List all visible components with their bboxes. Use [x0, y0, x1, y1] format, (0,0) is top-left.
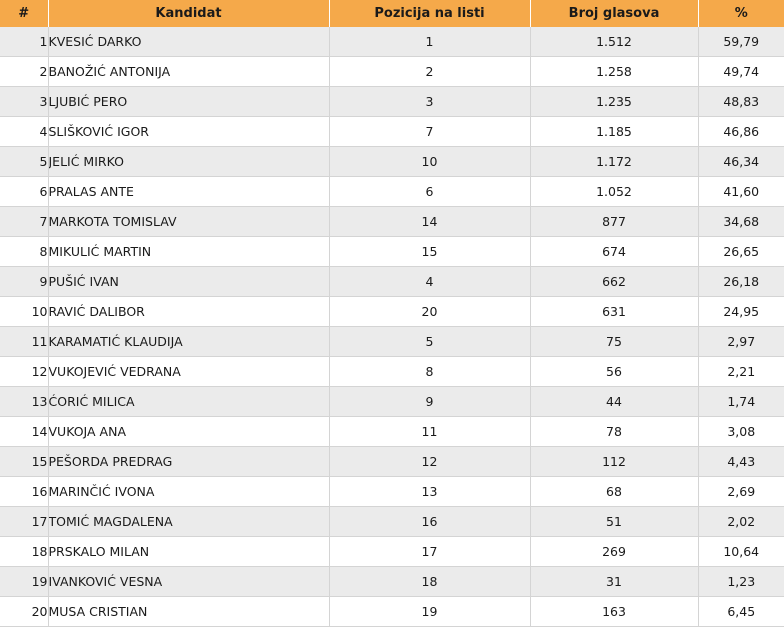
cell-vote-count: 1.052 — [530, 177, 698, 207]
cell-list-position: 10 — [329, 147, 530, 177]
cell-vote-count: 1.185 — [530, 117, 698, 147]
table-row — [0, 147, 784, 177]
table-row — [0, 387, 784, 417]
header-list-position[interactable]: Pozicija na listi — [329, 0, 530, 27]
cell-list-position: 12 — [329, 447, 530, 477]
cell-list-position: 13 — [329, 477, 530, 507]
cell-rank: 9 — [0, 267, 48, 297]
cell-rank: 17 — [0, 507, 48, 537]
cell-list-position: 20 — [329, 297, 530, 327]
cell-candidate-name: MARKOTA TOMISLAV — [48, 207, 329, 237]
cell-percent: 34,68 — [698, 207, 784, 237]
table-row — [0, 267, 784, 297]
cell-candidate-name: TOMIĆ MAGDALENA — [48, 507, 329, 537]
cell-percent: 2,69 — [698, 477, 784, 507]
cell-candidate-name: VUKOJA ANA — [48, 417, 329, 447]
cell-candidate-name: MUSA CRISTIAN — [48, 597, 329, 627]
cell-rank: 19 — [0, 567, 48, 597]
table-row — [0, 597, 784, 627]
cell-rank: 4 — [0, 117, 48, 147]
cell-list-position: 5 — [329, 327, 530, 357]
cell-percent: 1,74 — [698, 387, 784, 417]
cell-rank: 8 — [0, 237, 48, 267]
cell-percent: 24,95 — [698, 297, 784, 327]
cell-rank: 3 — [0, 87, 48, 117]
cell-percent: 46,34 — [698, 147, 784, 177]
table-row — [0, 297, 784, 327]
cell-rank: 10 — [0, 297, 48, 327]
cell-rank: 5 — [0, 147, 48, 177]
cell-vote-count: 78 — [530, 417, 698, 447]
cell-list-position: 2 — [329, 57, 530, 87]
cell-list-position: 11 — [329, 417, 530, 447]
cell-rank: 18 — [0, 537, 48, 567]
cell-vote-count: 1.258 — [530, 57, 698, 87]
cell-candidate-name: SLIŠKOVIĆ IGOR — [48, 117, 329, 147]
cell-candidate-name: ĆORIĆ MILICA — [48, 387, 329, 417]
cell-list-position: 19 — [329, 597, 530, 627]
table-row — [0, 507, 784, 537]
header-row — [0, 0, 784, 27]
header-rank[interactable]: # — [0, 0, 48, 27]
table-row — [0, 27, 784, 57]
cell-list-position: 9 — [329, 387, 530, 417]
cell-vote-count: 44 — [530, 387, 698, 417]
cell-percent: 59,79 — [698, 27, 784, 57]
cell-vote-count: 163 — [530, 597, 698, 627]
cell-percent: 4,43 — [698, 447, 784, 477]
table-row — [0, 57, 784, 87]
cell-list-position: 7 — [329, 117, 530, 147]
table-row — [0, 567, 784, 597]
cell-candidate-name: MARINČIĆ IVONA — [48, 477, 329, 507]
cell-rank: 6 — [0, 177, 48, 207]
cell-percent: 26,65 — [698, 237, 784, 267]
cell-candidate-name: PRSKALO MILAN — [48, 537, 329, 567]
cell-list-position: 1 — [329, 27, 530, 57]
cell-rank: 2 — [0, 57, 48, 87]
cell-vote-count: 269 — [530, 537, 698, 567]
table-row — [0, 417, 784, 447]
cell-vote-count: 662 — [530, 267, 698, 297]
cell-rank: 11 — [0, 327, 48, 357]
cell-vote-count: 877 — [530, 207, 698, 237]
cell-candidate-name: MIKULIĆ MARTIN — [48, 237, 329, 267]
table-row — [0, 207, 784, 237]
cell-list-position: 6 — [329, 177, 530, 207]
cell-candidate-name: KVESIĆ DARKO — [48, 27, 329, 57]
cell-candidate-name: RAVIĆ DALIBOR — [48, 297, 329, 327]
cell-percent: 2,21 — [698, 357, 784, 387]
cell-rank: 12 — [0, 357, 48, 387]
cell-vote-count: 112 — [530, 447, 698, 477]
table-row — [0, 477, 784, 507]
cell-rank: 1 — [0, 27, 48, 57]
cell-rank: 7 — [0, 207, 48, 237]
table-row — [0, 177, 784, 207]
cell-vote-count: 51 — [530, 507, 698, 537]
cell-vote-count: 31 — [530, 567, 698, 597]
cell-percent: 3,08 — [698, 417, 784, 447]
cell-list-position: 14 — [329, 207, 530, 237]
cell-percent: 2,02 — [698, 507, 784, 537]
cell-percent: 2,97 — [698, 327, 784, 357]
table-row — [0, 537, 784, 567]
table-row — [0, 447, 784, 477]
cell-vote-count: 1.512 — [530, 27, 698, 57]
cell-rank: 16 — [0, 477, 48, 507]
cell-candidate-name: IVANKOVIĆ VESNA — [48, 567, 329, 597]
cell-rank: 13 — [0, 387, 48, 417]
table-row — [0, 87, 784, 117]
cell-candidate-name: LJUBIĆ PERO — [48, 87, 329, 117]
cell-vote-count: 75 — [530, 327, 698, 357]
header-percent[interactable]: % — [698, 0, 784, 27]
cell-candidate-name: VUKOJEVIĆ VEDRANA — [48, 357, 329, 387]
header-candidate[interactable]: Kandidat — [48, 0, 329, 27]
cell-percent: 6,45 — [698, 597, 784, 627]
cell-vote-count: 1.172 — [530, 147, 698, 177]
cell-percent: 48,83 — [698, 87, 784, 117]
header-vote-count[interactable]: Broj glasova — [530, 0, 698, 27]
table-body — [0, 27, 784, 627]
cell-vote-count: 1.235 — [530, 87, 698, 117]
cell-percent: 10,64 — [698, 537, 784, 567]
cell-list-position: 3 — [329, 87, 530, 117]
cell-percent: 49,74 — [698, 57, 784, 87]
cell-percent: 46,86 — [698, 117, 784, 147]
table-row — [0, 117, 784, 147]
cell-list-position: 16 — [329, 507, 530, 537]
cell-percent: 26,18 — [698, 267, 784, 297]
cell-rank: 15 — [0, 447, 48, 477]
cell-candidate-name: PEŠORDA PREDRAG — [48, 447, 329, 477]
table-row — [0, 327, 784, 357]
cell-percent: 41,60 — [698, 177, 784, 207]
cell-rank: 20 — [0, 597, 48, 627]
cell-candidate-name: JELIĆ MIRKO — [48, 147, 329, 177]
cell-list-position: 18 — [329, 567, 530, 597]
table-row — [0, 237, 784, 267]
table-row — [0, 357, 784, 387]
cell-list-position: 4 — [329, 267, 530, 297]
cell-vote-count: 674 — [530, 237, 698, 267]
cell-vote-count: 56 — [530, 357, 698, 387]
cell-percent: 1,23 — [698, 567, 784, 597]
cell-candidate-name: PRALAS ANTE — [48, 177, 329, 207]
cell-candidate-name: KARAMATIĆ KLAUDIJA — [48, 327, 329, 357]
cell-candidate-name: PUŠIĆ IVAN — [48, 267, 329, 297]
cell-candidate-name: BANOŽIĆ ANTONIJA — [48, 57, 329, 87]
cell-list-position: 8 — [329, 357, 530, 387]
cell-rank: 14 — [0, 417, 48, 447]
cell-vote-count: 68 — [530, 477, 698, 507]
cell-list-position: 15 — [329, 237, 530, 267]
cell-vote-count: 631 — [530, 297, 698, 327]
cell-list-position: 17 — [329, 537, 530, 567]
